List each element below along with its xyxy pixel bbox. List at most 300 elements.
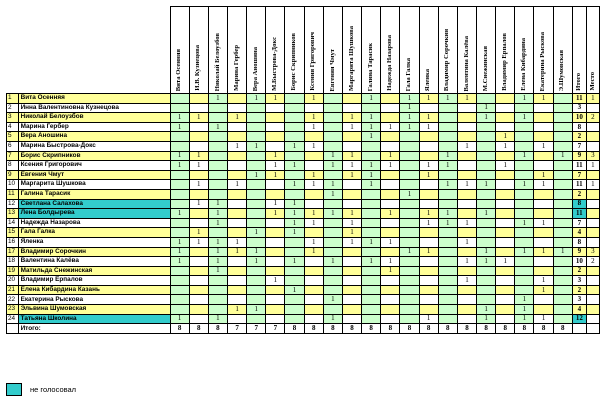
table-row <box>7 94 600 104</box>
column-header <box>400 7 419 94</box>
vote-cell <box>553 170 572 180</box>
row-place: 2 <box>586 113 599 123</box>
vote-cell <box>304 305 323 315</box>
vote-cell <box>515 170 534 180</box>
table-row <box>7 103 600 113</box>
vote-cell <box>227 228 246 238</box>
vote-cell: 1 <box>247 94 266 104</box>
vote-cell <box>553 228 572 238</box>
row-name: Инна Валентиновна Кузнецова <box>18 103 170 113</box>
vote-cell <box>342 247 361 257</box>
vote-cell <box>534 257 553 267</box>
vote-cell: 1 <box>227 305 246 315</box>
vote-cell: 1 <box>534 94 553 104</box>
legend <box>6 383 76 396</box>
vote-cell <box>438 314 457 324</box>
vote-cell <box>208 151 227 161</box>
column-header <box>189 7 208 94</box>
vote-cell: 1 <box>247 141 266 151</box>
vote-cell <box>247 199 266 209</box>
row-total: 2 <box>572 132 586 142</box>
vote-cell <box>496 285 515 295</box>
row-total: 11 <box>572 161 586 171</box>
vote-cell: 1 <box>304 180 323 190</box>
vote-cell: 1 <box>323 161 342 171</box>
vote-cell <box>362 103 381 113</box>
vote-cell <box>285 151 304 161</box>
vote-cell <box>266 247 285 257</box>
vote-cell <box>438 276 457 286</box>
vote-cell <box>362 314 381 324</box>
vote-cell <box>457 151 476 161</box>
row-total: 7 <box>572 141 586 151</box>
vote-cell <box>553 122 572 132</box>
vote-cell <box>438 237 457 247</box>
vote-cell <box>419 228 438 238</box>
vote-cell <box>170 285 189 295</box>
vote-cell <box>189 305 208 315</box>
row-place: 3 <box>586 151 599 161</box>
row-place: 3 <box>586 247 599 257</box>
vote-cell <box>400 305 419 315</box>
vote-cell <box>304 257 323 267</box>
vote-cell <box>189 218 208 228</box>
table-row <box>7 170 600 180</box>
vote-cell <box>534 122 553 132</box>
vote-cell <box>323 94 342 104</box>
vote-cell: 1 <box>515 180 534 190</box>
vote-cell <box>362 266 381 276</box>
vote-cell: 1 <box>285 141 304 151</box>
column-header-label: Борис Скрипников <box>290 33 298 91</box>
vote-cell <box>438 132 457 142</box>
vote-cell <box>304 132 323 142</box>
column-header-place-label: Место <box>588 72 596 91</box>
vote-cell: 1 <box>515 295 534 305</box>
vote-cell: 1 <box>362 122 381 132</box>
vote-cell: 1 <box>477 247 496 257</box>
totals-cell: 8 <box>381 324 400 334</box>
vote-cell <box>419 199 438 209</box>
vote-cell <box>189 189 208 199</box>
vote-cell: 1 <box>170 237 189 247</box>
vote-cell <box>381 295 400 305</box>
vote-cell <box>323 276 342 286</box>
vote-cell <box>477 122 496 132</box>
vote-cell <box>285 122 304 132</box>
vote-cell <box>438 247 457 257</box>
vote-cell: 1 <box>323 295 342 305</box>
row-place <box>586 199 599 209</box>
vote-cell <box>400 285 419 295</box>
header-corner-name <box>18 7 170 94</box>
vote-cell: 1 <box>323 209 342 219</box>
column-header <box>323 7 342 94</box>
vote-cell: 1 <box>534 247 553 257</box>
totals-cell: 8 <box>304 324 323 334</box>
vote-cell: 1 <box>266 94 285 104</box>
vote-cell <box>381 180 400 190</box>
vote-cell <box>457 199 476 209</box>
vote-cell: 1 <box>170 247 189 257</box>
vote-cell <box>285 305 304 315</box>
vote-cell: 1 <box>247 305 266 315</box>
vote-cell <box>266 295 285 305</box>
vote-cell <box>477 189 496 199</box>
vote-cell: 1 <box>534 218 553 228</box>
vote-cell <box>534 113 553 123</box>
vote-cell <box>227 161 246 171</box>
row-name: Марина Быстрова-Докс <box>18 141 170 151</box>
row-name: Татьяна Школина <box>18 314 170 324</box>
column-header-label: Яленка <box>424 68 432 91</box>
row-number: 15 <box>7 228 19 238</box>
vote-cell <box>170 276 189 286</box>
vote-cell <box>247 122 266 132</box>
row-number: 13 <box>7 209 19 219</box>
column-header-label: Евгения Чмут <box>328 48 336 91</box>
table-row <box>7 141 600 151</box>
vote-cell <box>381 199 400 209</box>
row-place <box>586 122 599 132</box>
vote-cell <box>247 314 266 324</box>
vote-cell <box>170 132 189 142</box>
vote-cell <box>477 170 496 180</box>
vote-cell <box>438 170 457 180</box>
vote-cell <box>247 237 266 247</box>
header-row <box>7 7 600 94</box>
totals-blank-place <box>586 324 599 334</box>
totals-cell: 7 <box>247 324 266 334</box>
vote-cell <box>400 141 419 151</box>
vote-cell <box>208 161 227 171</box>
column-header-label: Э.Шумовская <box>558 49 566 91</box>
row-number: 2 <box>7 103 19 113</box>
vote-cell <box>457 247 476 257</box>
vote-cell <box>189 295 208 305</box>
table-row <box>7 151 600 161</box>
vote-cell <box>477 151 496 161</box>
vote-cell <box>304 228 323 238</box>
vote-cell <box>496 209 515 219</box>
vote-cell: 1 <box>515 247 534 257</box>
vote-cell: 1 <box>419 170 438 180</box>
vote-cell <box>553 189 572 199</box>
vote-cell: 1 <box>438 218 457 228</box>
column-header-label: Ксения Григорович <box>309 32 317 91</box>
vote-cell: 1 <box>457 94 476 104</box>
vote-cell <box>400 218 419 228</box>
vote-cell: 1 <box>400 103 419 113</box>
column-header-total-label: Итого <box>575 73 583 91</box>
vote-cell <box>419 180 438 190</box>
column-header <box>170 7 189 94</box>
vote-cell <box>534 103 553 113</box>
vote-cell <box>477 228 496 238</box>
vote-cell: 1 <box>496 141 515 151</box>
vote-cell <box>362 141 381 151</box>
vote-cell <box>515 189 534 199</box>
row-total: 4 <box>572 228 586 238</box>
vote-cell <box>381 113 400 123</box>
vote-cell <box>285 295 304 305</box>
table-row <box>7 199 600 209</box>
vote-cell: 1 <box>342 170 361 180</box>
row-place: 1 <box>586 161 599 171</box>
vote-cell <box>323 285 342 295</box>
vote-cell <box>362 209 381 219</box>
vote-cell <box>477 218 496 228</box>
vote-cell <box>227 295 246 305</box>
table-row <box>7 276 600 286</box>
vote-cell <box>496 228 515 238</box>
vote-cell <box>477 266 496 276</box>
vote-cell: 1 <box>342 209 361 219</box>
vote-cell <box>381 170 400 180</box>
vote-cell <box>438 257 457 267</box>
row-place <box>586 295 599 305</box>
vote-cell <box>496 180 515 190</box>
row-number: 4 <box>7 122 19 132</box>
row-total: 7 <box>572 218 586 228</box>
vote-cell: 1 <box>534 314 553 324</box>
vote-cell <box>534 228 553 238</box>
vote-cell <box>189 266 208 276</box>
vote-cell: 1 <box>208 122 227 132</box>
vote-cell: 1 <box>247 257 266 267</box>
vote-cell <box>553 266 572 276</box>
vote-cell <box>457 122 476 132</box>
vote-cell <box>266 132 285 142</box>
vote-cell <box>170 180 189 190</box>
table-row <box>7 247 600 257</box>
vote-cell: 1 <box>170 151 189 161</box>
vote-cell <box>553 257 572 267</box>
vote-cell <box>170 266 189 276</box>
vote-cell <box>342 199 361 209</box>
totals-cell: 8 <box>477 324 496 334</box>
vote-cell <box>227 257 246 267</box>
column-header <box>227 7 246 94</box>
vote-cell <box>362 305 381 315</box>
vote-cell: 1 <box>496 132 515 142</box>
vote-cell: 1 <box>342 237 361 247</box>
vote-cell <box>477 94 496 104</box>
vote-cell <box>534 237 553 247</box>
vote-cell <box>227 285 246 295</box>
row-name: Евгения Чмут <box>18 170 170 180</box>
vote-cell: 1 <box>208 247 227 257</box>
vote-cell: 1 <box>534 276 553 286</box>
vote-cell <box>247 285 266 295</box>
vote-cell: 1 <box>457 237 476 247</box>
vote-cell <box>247 161 266 171</box>
vote-cell <box>323 247 342 257</box>
vote-cell <box>189 94 208 104</box>
vote-cell: 1 <box>323 151 342 161</box>
vote-cell <box>323 218 342 228</box>
vote-cell <box>534 199 553 209</box>
row-total: 8 <box>572 237 586 247</box>
vote-cell <box>170 103 189 113</box>
vote-cell <box>323 141 342 151</box>
vote-cell <box>247 180 266 190</box>
vote-cell: 1 <box>170 122 189 132</box>
vote-cell <box>247 218 266 228</box>
vote-cell: 1 <box>534 180 553 190</box>
vote-cell <box>342 103 361 113</box>
vote-cell <box>362 199 381 209</box>
vote-cell <box>381 247 400 257</box>
vote-cell: 1 <box>381 122 400 132</box>
vote-cell <box>400 170 419 180</box>
vote-cell: 1 <box>189 151 208 161</box>
vote-cell <box>553 218 572 228</box>
vote-cell: 1 <box>534 285 553 295</box>
vote-cell <box>342 189 361 199</box>
row-place <box>586 170 599 180</box>
vote-cell: 1 <box>342 113 361 123</box>
vote-cell <box>227 103 246 113</box>
vote-cell <box>208 170 227 180</box>
vote-cell <box>419 285 438 295</box>
vote-cell: 1 <box>419 161 438 171</box>
vote-cell <box>266 285 285 295</box>
row-number: 10 <box>7 180 19 190</box>
row-number: 20 <box>7 276 19 286</box>
column-header <box>477 7 496 94</box>
totals-cell: 8 <box>496 324 515 334</box>
vote-cell: 1 <box>285 285 304 295</box>
table-row <box>7 228 600 238</box>
table-row <box>7 305 600 315</box>
vote-cell: 1 <box>362 237 381 247</box>
row-place <box>586 237 599 247</box>
vote-cell <box>381 132 400 142</box>
column-header-label: Надежда Назарова <box>386 35 394 91</box>
vote-cell <box>534 132 553 142</box>
vote-cell <box>553 132 572 142</box>
vote-cell: 1 <box>208 94 227 104</box>
vote-cell: 1 <box>362 180 381 190</box>
row-total: 2 <box>572 266 586 276</box>
table-row <box>7 266 600 276</box>
vote-cell <box>553 209 572 219</box>
row-name: Ксения Григорович <box>18 161 170 171</box>
row-number: 23 <box>7 305 19 315</box>
vote-cell <box>304 151 323 161</box>
vote-cell <box>285 103 304 113</box>
vote-cell <box>496 170 515 180</box>
vote-cell <box>170 170 189 180</box>
vote-cell <box>285 276 304 286</box>
table-row <box>7 161 600 171</box>
table-row <box>7 132 600 142</box>
row-name: Вера Аношина <box>18 132 170 142</box>
vote-cell <box>553 199 572 209</box>
vote-cell <box>419 266 438 276</box>
vote-cell <box>438 189 457 199</box>
column-header-label: Екатерина Рыскова <box>539 31 547 91</box>
column-header-label: Маргарита Шушкова <box>347 25 355 91</box>
vote-cell: 1 <box>170 161 189 171</box>
vote-cell <box>438 103 457 113</box>
column-header-label: Вита Осенняя <box>175 48 183 91</box>
vote-cell: 1 <box>419 122 438 132</box>
row-place <box>586 189 599 199</box>
row-number: 1 <box>7 94 19 104</box>
vote-cell: 1 <box>247 170 266 180</box>
vote-cell <box>400 295 419 305</box>
row-number: 3 <box>7 113 19 123</box>
vote-cell <box>342 266 361 276</box>
vote-cell <box>438 122 457 132</box>
vote-cell <box>189 122 208 132</box>
vote-cell <box>438 266 457 276</box>
vote-cell <box>515 199 534 209</box>
vote-cell <box>285 170 304 180</box>
vote-cell: 1 <box>208 237 227 247</box>
vote-cell: 1 <box>400 94 419 104</box>
vote-cell <box>247 276 266 286</box>
vote-cell <box>227 218 246 228</box>
vote-cell <box>400 199 419 209</box>
vote-cell <box>285 113 304 123</box>
vote-cell <box>208 285 227 295</box>
vote-cell <box>419 132 438 142</box>
vote-cell <box>496 189 515 199</box>
vote-cell <box>438 305 457 315</box>
vote-cell <box>534 151 553 161</box>
row-place: 2 <box>586 257 599 267</box>
column-header-label: И.В. Кузнецова <box>194 45 202 91</box>
vote-cell: 1 <box>457 276 476 286</box>
vote-cell <box>438 285 457 295</box>
vote-cell <box>189 314 208 324</box>
row-place <box>586 314 599 324</box>
vote-cell <box>227 132 246 142</box>
vote-cell <box>477 237 496 247</box>
row-number: 17 <box>7 247 19 257</box>
vote-cell <box>477 132 496 142</box>
row-total: 9 <box>572 247 586 257</box>
table-row <box>7 295 600 305</box>
vote-cell <box>457 266 476 276</box>
vote-cell: 1 <box>304 209 323 219</box>
column-header-label: Владимир Сорочкин <box>443 28 451 91</box>
vote-cell: 1 <box>227 237 246 247</box>
vote-cell <box>323 199 342 209</box>
vote-cell <box>457 314 476 324</box>
totals-cell: 8 <box>438 324 457 334</box>
row-place <box>586 228 599 238</box>
vote-cell <box>477 161 496 171</box>
vote-cell: 1 <box>227 141 246 151</box>
vote-cell: 1 <box>438 151 457 161</box>
vote-cell: 1 <box>323 257 342 267</box>
vote-cell <box>419 103 438 113</box>
vote-cell <box>342 141 361 151</box>
vote-cell <box>208 189 227 199</box>
vote-cell <box>381 189 400 199</box>
vote-cell <box>438 141 457 151</box>
vote-cell: 1 <box>247 228 266 238</box>
vote-cell <box>400 237 419 247</box>
vote-cell: 1 <box>477 103 496 113</box>
vote-cell <box>170 218 189 228</box>
row-place <box>586 276 599 286</box>
totals-cell: 8 <box>323 324 342 334</box>
